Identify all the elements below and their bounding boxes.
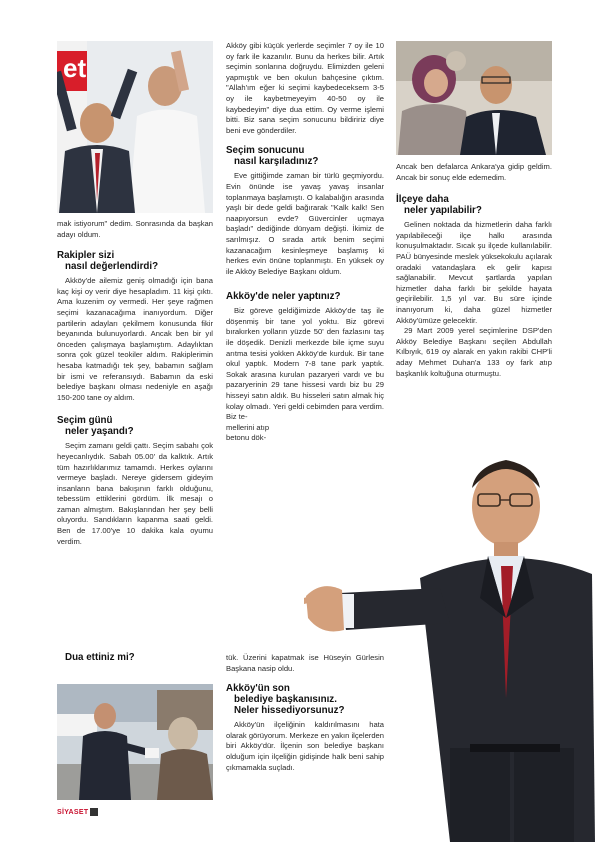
paragraph-achievements-cont2: betonu dök-	[226, 433, 267, 443]
paragraph-2009-election: 29 Mart 2009 yerel seçimlerine DSP'den Akköy Belediye Başkanı seçilen Abdullah Kılbıyık, 619 oy alarak en yakın rakibi CHP'li aday Mehmet Duhan'a 133 oy fark atıp başkanlık koltuğuna oturmuştu.	[396, 326, 552, 378]
paragraph-election-result: Eve gittiğimde zaman bir türlü geçmiyordu. Evin önünde ise yavaş yavaş insanlar toplanmaya başlamıştı. O kalabalığın arasında yaşlı bir dede geldi bağırarak "Kalk kalk! Sen naapıyorsun evde? Güvercinler uçmaya başladı" dediğinde dünyam değişti. İkimiz de sarılmışız. O sırada artık benim seçimi kazanacağım kesinleşmeye başlamış ki herkes evin önüne toplanmıştı. En yüksek oy ile Akköy Belediye Başkanı oldum.	[226, 171, 384, 276]
magazine-name: SİYASET	[57, 808, 89, 816]
paragraph-prayer: Akköy gibi küçük yerlerde seçimler 7 oy ile 10 oy fark ile kazanılır. Bunu da herkes bilir. Artık seçimin sonlarına doğruydu. Elimizden geleni yapmıştık ve ben okulun bahçesine çıktım. "Allah'ım eğer ki seçimi kaybedeceksem 3-5 oy ile kaybetmeyeyim 40-50 oy ile kaybedeyim" diye dua ettim. Oy verme işlemi bitti. Biz sana seçim sonucunu bildiririz diye beni eve gönderdiler.	[226, 41, 384, 135]
heading-line: Akköy'ün son	[226, 683, 290, 695]
heading-line: nasıl karşıladınız?	[234, 156, 319, 168]
column-left	[57, 219, 213, 547]
heading-election-day	[57, 415, 213, 437]
photo-meeting-citizen	[396, 41, 552, 155]
magazine-footer	[57, 808, 98, 816]
column-right	[396, 162, 552, 379]
heading-line: belediye başkanısınız.	[234, 694, 337, 706]
heading-more-for-district	[396, 194, 552, 216]
heading-line: neler yaşandı?	[65, 426, 134, 438]
heading-last-mayor	[226, 683, 384, 716]
heading-what-did-you-do: Akköy'de neler yaptınız?	[226, 291, 341, 303]
paragraph-election-day: Seçim zamanı geldi çattı. Seçim sabahı çok heyecanlıydık. Sabah 05.00' da kalktık. Artık tüm hazırlıklarımız tamamdı. Herkes oylarını vermeye başladı. Nereye gidersem gideyim insanların bana bakışının farklı olduğunu, tebessüm ettiklerini gördüm. İlk mesajı o zaman almıştım. Bakışlarından her şey belli oluyordu. Sandıkların kapanma saati geldi. Ben de 17.00'ye 10 dakika kala oyumu verdim.	[57, 441, 213, 546]
photo-street-visit	[57, 684, 213, 800]
paragraph-achievements: Biz göreve geldiğimizde Akköy'de taş ile döşenmiş bir tane yol yoktu. Biz görevi bırakırken yolların yüzde 50' den fazlasını taş ile döşedik. Denizli merkezde bile içme suyu arıtma tesisi yokken Akköy'de kurduk. Bir tane okul yaptık. Modern 7-8 tane park yaptık. Sokak arasına kurulan pazaryeri vardı ve bu pazaryerinin 29 tane hissesi vardı biz bu 29 hisseyi satın aldık. Bu hisseleri satın almak hiç kolay olmadı. Yeri geldi cebimden para verdim. Biz te-	[226, 306, 384, 422]
photo-portrait-mayor	[300, 448, 595, 842]
heading-election-result	[226, 145, 384, 167]
photo-candidates-celebrating	[57, 41, 213, 213]
heading-line: Seçim günü	[57, 415, 113, 427]
heading-did-you-pray: Dua ettiniz mi?	[65, 652, 135, 663]
paragraph-achievements-cont: mellerini atıp	[226, 422, 270, 432]
heading-line: Rakipler sizi	[57, 250, 115, 262]
column-middle	[226, 41, 384, 444]
paragraph-rivals: Akköy'de ailemiz geniş olmadığı için bana kaç kişi oy verir diye hesapladım. 11 kişi çıktı. Ama kuzenim oy vermedi. Her şeye rağmen seçimi kazanacağıma inanıyordum. Diğer partilerin adayları çekilmem konusunda fikir beyanında bulunuyorlardı. Ancak ben bir yıl önceden çalışmaya başlamıştım. Adaylıktan sonra çok güzel teokiler aldım. Rakiplerimin hesaba katmadığı tek şey, babamın sağlam bir ismi ve referansıydı. Babamın da eski belediye başkanı olması nedeniyle en aşağı 150-200 tane oy aldım.	[57, 276, 213, 402]
paragraph-last-mayor: Akköy'ün ilçeliğinin kaldırılmasını hata olarak görüyorum. Merkeze en yakın ilçelerden biri Akköy'dür. İlçenin son belediye başkanı olduğum için ilçeliğin gidişinde halk beni sahip çıkmamakla suçladı.	[226, 720, 384, 772]
paragraph-services: Gelinen noktada da hizmetlerin daha farklı yapılabileceği ilçe halkı arasında konuşulmaktadır. Sıcak şu ilçede kullanılabilir. PAÜ bünyesinde meslek yüksekokulu açılarak oradaki vatandaşlara ek gelir kapısı sağlanabilir. Mevcut şartlarda yapılan hizmetler daha farklı bir şekilde hayata geçirilebilir. 1,5 yıl var. Bu süre içinde inanıyorum ki, daha güzel hizmetler Akköy'ümüze gelecektir.	[396, 220, 552, 325]
paragraph-foundation: tük. Üzerini kapatmak ise Hüseyin Gürlesin Başkana nasip oldu.	[226, 653, 384, 673]
paragraph-intro: mak istiyorum" dedim. Sonrasında da başkan adayı oldum.	[57, 219, 213, 239]
heading-line: neler yapılabilir?	[404, 205, 482, 217]
paragraph-ankara: Ancak ben defalarca Ankara'ya gidip geldim. Ancak bir sonuç elde edemedim.	[396, 162, 552, 182]
page-marker-icon	[90, 808, 98, 816]
heading-line: nasıl değerlendirdi?	[65, 261, 159, 273]
heading-line: Neler hissediyorsunuz?	[234, 705, 345, 717]
column-middle-lower	[226, 653, 384, 773]
heading-line: İlçeye daha	[396, 194, 449, 206]
heading-rivals	[57, 250, 213, 272]
logo-fragment-text: et	[63, 53, 87, 83]
heading-line: Seçim sonucunu	[226, 145, 305, 157]
